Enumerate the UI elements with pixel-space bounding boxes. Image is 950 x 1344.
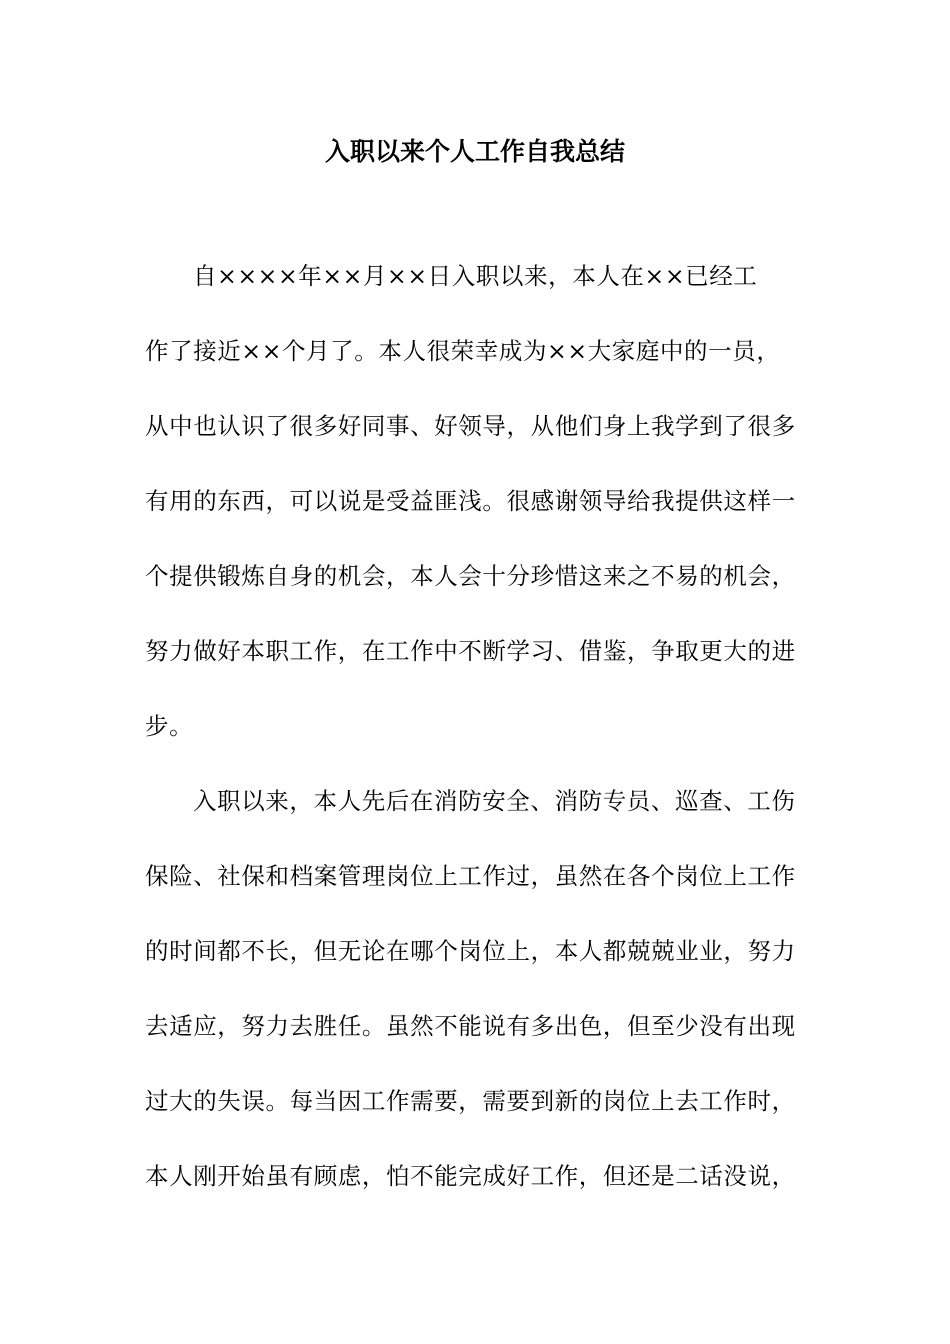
paragraph-line: 去适应，努力去胜任。虽然不能说有多出色，但至少没有出现 — [145, 1012, 796, 1040]
paragraph-line: 的时间都不长，但无论在哪个岗位上，本人都兢兢业业，努力 — [145, 937, 796, 965]
paragraph-line: 保险、社保和档案管理岗位上工作过，虽然在各个岗位上工作 — [145, 862, 796, 890]
paragraph-line: 作了接近××个月了。本人很荣幸成为××大家庭中的一员， — [145, 337, 781, 365]
document-title: 入职以来个人工作自我总结 — [324, 137, 625, 166]
paragraph-line: 有用的东西，可以说是受益匪浅。很感谢领导给我提供这样一 — [145, 487, 796, 515]
paragraph-2 — [145, 781, 807, 1231]
paragraph-line: 过大的失误。每当因工作需要，需要到新的岗位上去工作时， — [145, 1087, 796, 1115]
paragraph-line: 本人刚开始虽有顾虑，怕不能完成好工作，但还是二话没说， — [145, 1162, 796, 1190]
paragraph-line: 从中也认识了很多好同事、好领导，从他们身上我学到了很多 — [145, 412, 796, 440]
paragraph-line: 自××××年××月××日入职以来，本人在××已经工 — [193, 262, 758, 290]
paragraph-line: 步。 — [145, 712, 194, 740]
paragraph-line: 入职以来，本人先后在消防安全、消防专员、巡查、工伤 — [193, 787, 796, 815]
document-body — [145, 256, 807, 1231]
paragraph-line: 个提供锻炼自身的机会，本人会十分珍惜这来之不易的机会， — [145, 562, 796, 590]
paragraph-1 — [145, 256, 807, 781]
paragraph-line: 努力做好本职工作，在工作中不断学习、借鉴，争取更大的进 — [145, 637, 796, 665]
